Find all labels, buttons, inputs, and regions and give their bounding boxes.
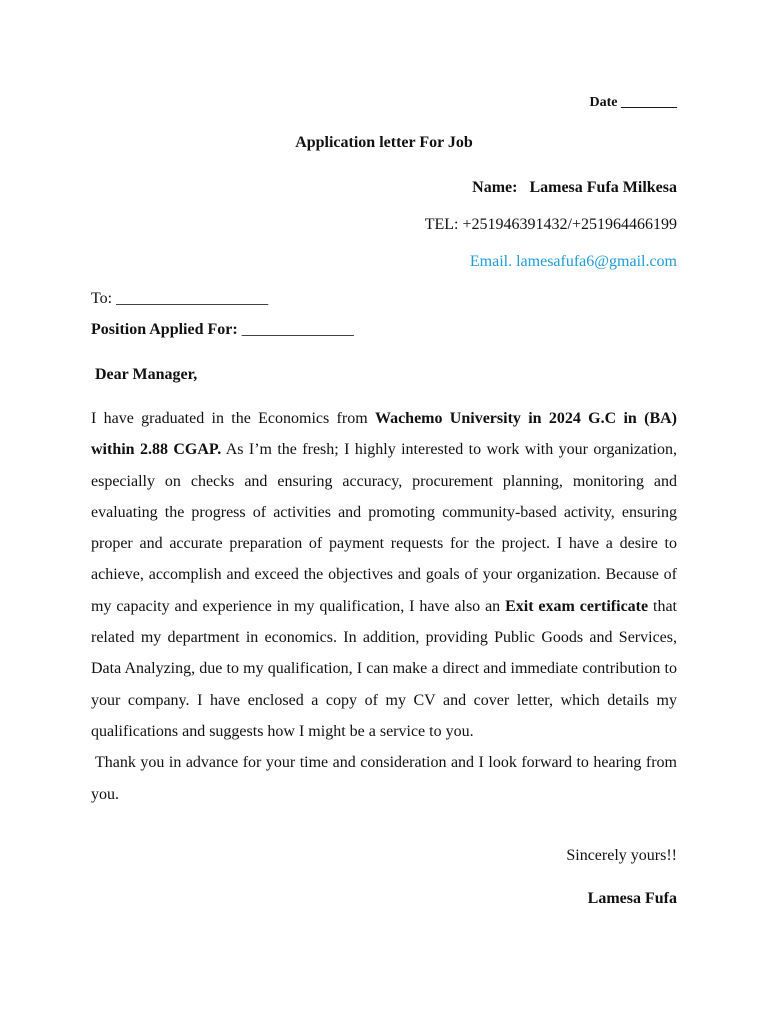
education-highlight: Wachemo University in 2024 G.C in (BA) within 2.88 CGAP. [91,410,678,459]
position-label: Position Applied For: [91,321,238,338]
date-line: Date ________ [589,95,677,110]
telephone-line: TEL: +251946391432/+251964466199 [424,216,677,233]
greeting: Dear Manager, [95,366,198,383]
name-label: Name: [472,179,518,196]
letter-body [91,403,677,810]
body-paragraph-2: Thank you in advance for your time and consideration and I look forward to hearing from you. [91,754,677,803]
position-line [91,320,354,340]
body-text-part: As I’m the fresh; I highly interested to work with your organization, especially on checks and ensuring accuracy, procurement planning, monitoring and evaluating the progress of activities and promoting community-based activity, ensuring proper and accurate preparation of payment requests for the project. I have a desire to achieve, accomplish and exceed the objectives and goals of your organization. Because of my capacity and experience in my qualification, I have also an [91,441,677,615]
closing-line: Sincerely yours!! [566,847,677,864]
name-value: Lamesa Fufa Milkesa [529,179,677,196]
email-line: Email. lamesafufa6@gmail.com [469,253,677,270]
position-blank: ______________ [241,321,354,338]
letter-title: Application letter For Job [295,134,473,151]
applicant-name-line [472,178,677,198]
body-paragraph-1 [91,403,677,747]
certificate-highlight: Exit exam certificate [505,597,649,615]
body-text-part: that related my department in economics. In addition, providing Public Goods and Services, Data Analyzing, due to my qualification, I can make a direct and immediate contribution to your company. I have enclosed a copy of my CV and cover letter, which details my qualifications and suggests how I might be a service to you. [91,597,678,740]
body-text-part: I have graduated in the Economics from [91,410,375,427]
recipient-line: To: ___________________ [91,290,269,307]
signature-name: Lamesa Fufa [587,890,677,907]
